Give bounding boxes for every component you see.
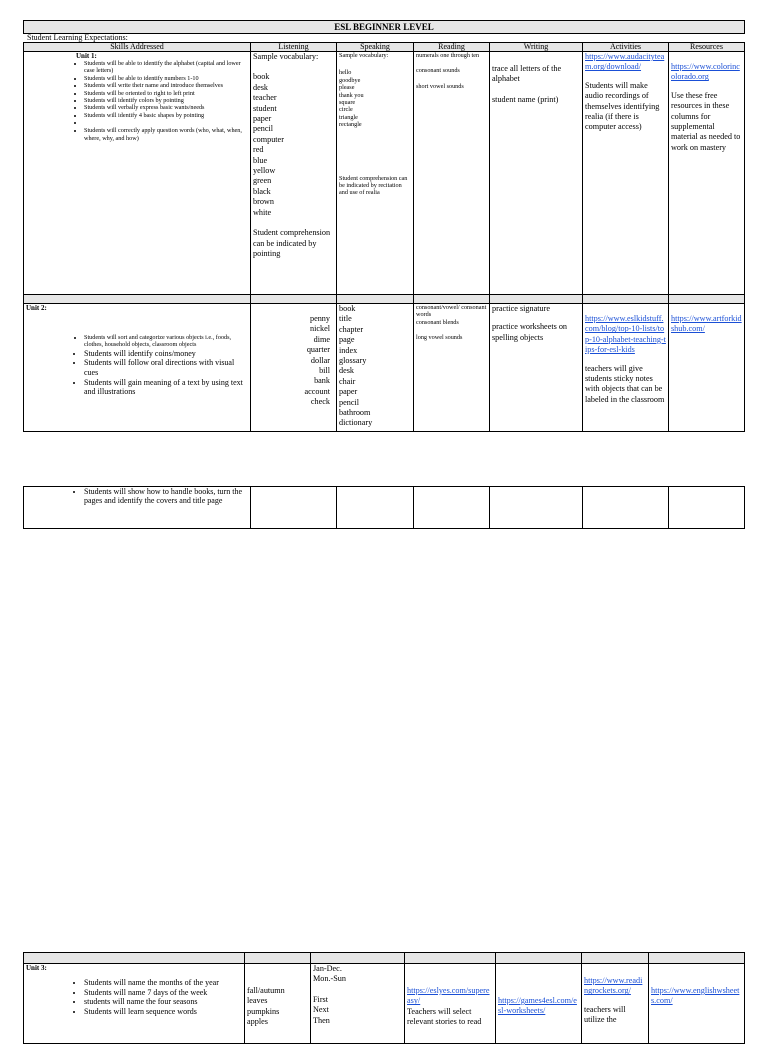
list-item: • Students will be able to identify the alphabet (capital and lower case letters) [84,60,248,75]
continuation-table [23,486,745,529]
list-item: • Students will identify 4 basic shapes by pointing [84,112,248,119]
list-item: • Students will write their name and introduce themselves [84,82,248,89]
unit3-row [24,964,745,1044]
list-item: • Students will identify colors by pointing [84,97,248,104]
curriculum-table [23,42,745,432]
speaking-word: pencil [339,397,360,407]
activities-link[interactable]: https://www.readingrockets.org/ [584,976,643,996]
listening-word: account [304,386,330,396]
unit2-writing [490,304,583,432]
unit1-skills [24,52,251,295]
listening-word: teacher [253,93,277,103]
unit3-activities [582,964,649,1044]
reading-item: consonant sounds [416,67,460,75]
header-reading: Reading [414,43,490,52]
listening-word: white [253,207,272,217]
reading-item: long vowel sounds [416,334,463,342]
speaking-word: triangle [339,113,358,121]
unit1-writing [490,52,583,295]
page-title: ESL BEGINNER LEVEL [23,20,745,34]
unit1-reading [414,52,490,295]
writing-item: practice worksheets on spelling objects [492,322,568,342]
reading-item: numerals one through ten [416,52,480,59]
speaking-word: title [339,314,352,324]
list-item: • Students will be oriented to right to left print [84,90,248,97]
list-item [84,119,248,127]
listening-word: computer [253,134,284,144]
activities-text: teachers will give students sticky notes with objects that can be labeled in the classroom [585,363,665,404]
speaking-word: book [339,304,356,313]
unit3-table [23,952,745,1044]
writing-link[interactable]: https://games4esl.com/esl-worksheets/ [498,996,577,1016]
unit2-speaking [337,304,414,432]
unit3-skills [24,964,245,1044]
speaking-word: paper [339,387,358,397]
spacer-row [24,295,745,304]
listening-word: blue [253,155,268,165]
header-writing: Writing [490,43,583,52]
activities-text: Students will make audio recordings of themselves identifying realia (if there is computer access) [585,80,660,132]
header-activities: Activities [583,43,669,52]
unit2-listening [251,304,337,432]
speaking-word: chapter [339,324,364,334]
listening-word: bank [314,376,330,386]
list-item: • Students will learn sequence words [84,1007,242,1017]
reading-item: consonant/vowel/ consonant words [416,304,487,319]
unit3-resources [649,964,745,1044]
speaking-word: hello [339,69,352,77]
header-speaking: Speaking [337,43,414,52]
listening-word: apples [247,1017,268,1027]
unit3-listening [245,964,311,1044]
activities-text: teachers will utilize the [584,1004,626,1025]
speaking-word: square [339,99,356,107]
unit1-activities [583,52,669,295]
speaking-word: goodbye [339,76,361,84]
header-listening: Listening [251,43,337,52]
listening-note: Student comprehension can be indicated by pointing [253,228,331,258]
listening-word: pencil [253,124,274,134]
unit3-writing [496,964,582,1044]
unit1-resources [669,52,745,295]
speaking-word: page [339,335,355,345]
speaking-note: Student comprehension can be indicated by recitation and use of realia [339,174,408,197]
list-item: • Students will name 7 days of the week [84,988,242,998]
writing-item: practice signature [492,304,550,313]
listening-word: quarter [306,345,330,355]
listening-word: book [253,72,270,82]
speaking-word: Then [313,1015,330,1025]
unit2b-row [24,487,745,529]
listening-word: yellow [253,166,276,176]
unit3-label: Unit 3: [26,964,47,972]
list-item: • Students will show how to handle books, turn the pages and identify the covers and title page [84,487,248,505]
resources-link[interactable]: https://www.englishwsheets.com/ [651,986,740,1006]
listening-word: student [253,103,277,113]
speaking-word: desk [339,366,355,376]
speaking-word: please [339,84,355,92]
listening-word: dollar [310,355,330,365]
unit2b-skills [24,487,251,529]
unit3-skill-list [26,978,242,1016]
header-row [24,43,745,52]
activities-link[interactable]: https://www.eslkidstuff.com/blog/top-10-lists/top-10-alphabet-teaching-tips-for-esl-kids [585,314,666,355]
unit1-speaking [337,52,414,295]
speaking-word: glossary [339,356,367,366]
speaking-word: Next [313,1005,329,1015]
list-item: • Students will name the months of the year [84,978,242,988]
listening-word: penny [309,314,330,323]
unit1-label: Unit 1: [76,52,97,60]
speaking-word: thank you [339,91,364,99]
writing-item: trace all letters of the alphabet [492,64,562,84]
speaking-word: Mon.-Sun [313,974,346,984]
unit2-resources [669,304,745,432]
unit3-reading [405,964,496,1044]
list-item: • Students will be able to identify numbers 1-10 [84,75,248,82]
listening-word: fall/autumn [247,986,285,995]
speaking-word: bathroom [339,408,371,418]
list-item: • Students will follow oral directions with visual cues [84,358,248,377]
speaking-word: Jan-Dec. [313,964,342,973]
listening-word: black [253,186,271,196]
reading-link[interactable]: https://eslyes.com/supereasy/ [407,986,490,1006]
speaking-word: First [313,994,329,1004]
unit1-skill-list [26,60,248,142]
unit2b-skill-list [26,487,248,505]
writing-item: student name (print) [492,94,559,104]
unit2-reading [414,304,490,432]
list-item: • Students will sort and categorize various objects i.e., foods, clothes, household objects, classroom objects [84,334,248,349]
speaking-title: Sample vocabulary: [339,52,389,59]
unit3-speaking [311,964,405,1044]
listening-word: nickel [309,324,330,334]
resources-link[interactable]: https://www.colorincolorado.org [671,62,740,82]
speaking-word [313,985,402,995]
unit2-label: Unit 2: [26,304,47,312]
unit2-activities [583,304,669,432]
speaking-word: index [339,345,358,355]
unit3-gray-row [24,953,745,964]
listening-title: Sample vocabulary: [253,52,319,61]
listening-word: desk [253,82,269,92]
unit2-skills [24,304,251,432]
reading-text: Teachers will select relevant stories to read [407,1006,482,1027]
listening-word: bill [319,366,330,376]
activities-link[interactable]: https://www.audacityteam.org/download/ [585,52,665,72]
header-resources: Resources [669,43,745,52]
unit1-listening [251,52,337,295]
listening-word: leaves [247,996,268,1006]
reading-item: consonant blends [416,318,459,326]
listening-word: green [253,176,272,186]
listening-word: check [310,397,330,407]
listening-word: paper [253,114,272,124]
resources-link[interactable]: https://www.artforkidshub.com/ [671,314,742,334]
speaking-word: rectangle [339,121,362,129]
list-item: • Students will identify coins/money [84,349,248,359]
list-item: • Students will verbally express basic wants/needs [84,104,248,111]
expectations-label: Student Learning Expectations: [27,33,128,42]
resources-text: Use these free resources in these columns for supplemental material as needed to work on mastery [671,90,741,152]
reading-item: short vowel sounds [416,82,464,90]
list-item: • Students will gain meaning of a text by using text and illustrations [84,378,248,397]
listening-word: dime [313,334,330,344]
list-item: • students will name the four seasons [84,997,242,1007]
speaking-word: dictionary [339,418,373,428]
speaking-word: circle [339,106,353,114]
listening-word: brown [253,197,274,207]
unit2-skill-list [26,334,248,397]
header-skills: Skills Addressed [24,43,251,52]
list-item: • Students will correctly apply question words (who, what, when, where, why, and how) [84,127,248,142]
listening-word: pumpkins [247,1006,280,1016]
speaking-word: chair [339,376,356,386]
unit2-row [24,304,745,432]
unit1-row [24,52,745,295]
listening-word: red [253,145,264,155]
